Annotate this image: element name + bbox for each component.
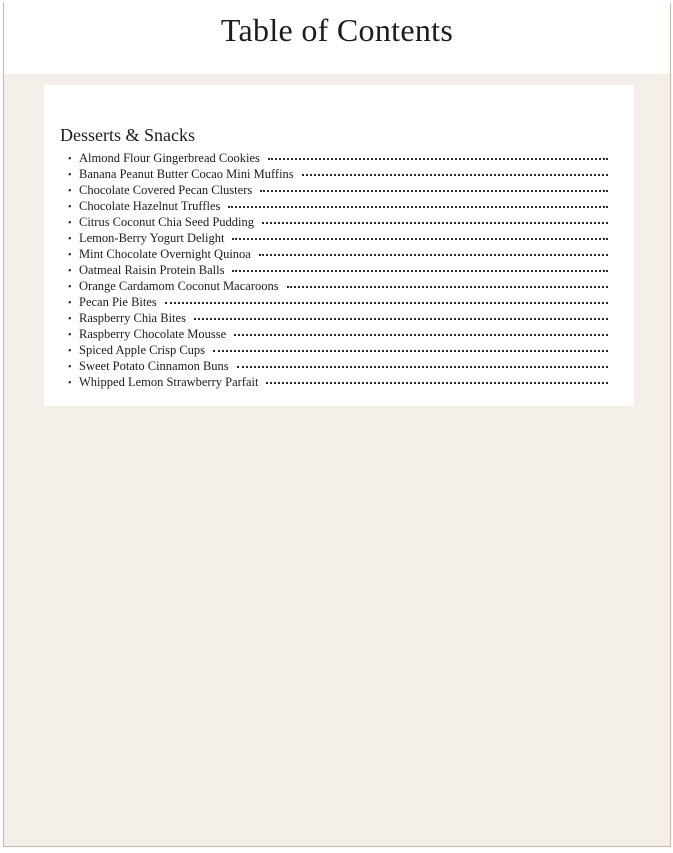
toc-item[interactable] (60, 167, 608, 183)
toc-item-label[interactable]: Almond Flour Gingerbread Cookies (79, 151, 260, 165)
dot-leader (260, 190, 608, 192)
toc-item-label[interactable]: Chocolate Covered Pecan Clusters (79, 183, 253, 197)
dot-leader (232, 238, 608, 240)
toc-item[interactable] (60, 247, 608, 263)
toc-item-label[interactable]: Raspberry Chocolate Mousse (79, 327, 227, 341)
dot-leader (194, 318, 608, 320)
toc-item[interactable] (60, 151, 608, 167)
toc-item-label[interactable]: Lemon-Berry Yogurt Delight (79, 231, 225, 245)
dot-leader (237, 366, 608, 368)
dot-leader (259, 254, 608, 256)
dot-leader (228, 206, 608, 208)
section-title: Desserts & Snacks (60, 125, 195, 145)
toc-item-label[interactable]: Banana Peanut Butter Cocao Mini Muffins (79, 167, 294, 181)
bullet-icon: • (68, 218, 72, 229)
bullet-icon: • (68, 186, 72, 197)
toc-item[interactable] (60, 343, 608, 359)
toc-item[interactable] (60, 231, 608, 247)
bullet-icon: • (68, 314, 72, 325)
toc-item-label[interactable]: Spiced Apple Crisp Cups (79, 343, 206, 357)
bullet-icon: • (68, 330, 72, 341)
bullet-icon: • (68, 282, 72, 293)
dot-leader (232, 270, 608, 272)
toc-item[interactable] (60, 279, 608, 295)
toc-item[interactable] (60, 359, 608, 375)
bullet-icon: • (68, 378, 72, 389)
bullet-icon: • (68, 202, 72, 213)
page-title: Table of Contents (220, 12, 454, 48)
toc-item-label[interactable]: Citrus Coconut Chia Seed Pudding (79, 215, 254, 229)
dot-leader (287, 286, 608, 288)
bullet-icon: • (68, 154, 72, 165)
bullet-icon: • (68, 170, 72, 181)
dot-leader (268, 158, 608, 160)
toc-item[interactable] (60, 215, 608, 231)
dot-leader (262, 222, 608, 224)
dot-leader (213, 350, 608, 352)
toc-item[interactable] (60, 199, 608, 215)
bullet-icon: • (68, 298, 72, 309)
toc-list (60, 151, 608, 391)
toc-item[interactable] (60, 295, 608, 311)
dot-leader (234, 334, 608, 336)
toc-item-label[interactable]: Sweet Potato Cinnamon Buns (79, 359, 229, 373)
bullet-icon: • (68, 346, 72, 357)
toc-item[interactable] (60, 375, 608, 391)
document-page (3, 3, 671, 847)
toc-item[interactable] (60, 311, 608, 327)
bullet-icon: • (68, 266, 72, 277)
toc-item[interactable] (60, 327, 608, 343)
dot-leader (266, 382, 608, 384)
toc-item-label[interactable]: Pecan Pie Bites (79, 295, 157, 309)
toc-item-label[interactable]: Oatmeal Raisin Protein Balls (79, 263, 225, 277)
bullet-icon: • (68, 362, 72, 373)
toc-item-label[interactable]: Orange Cardamom Coconut Macaroons (79, 279, 279, 293)
toc-item[interactable] (60, 263, 608, 279)
bullet-icon: • (68, 234, 72, 245)
dot-leader (302, 174, 608, 176)
toc-item-label[interactable]: Whipped Lemon Strawberry Parfait (79, 375, 259, 389)
dot-leader (165, 302, 608, 304)
toc-item-label[interactable]: Raspberry Chia Bites (79, 311, 186, 325)
toc-card (44, 85, 634, 406)
toc-item-label[interactable]: Chocolate Hazelnut Truffles (79, 199, 221, 213)
title-bar (4, 3, 670, 74)
toc-item[interactable] (60, 183, 608, 199)
bullet-icon: • (68, 250, 72, 261)
toc-item-label[interactable]: Mint Chocolate Overnight Quinoa (79, 247, 251, 261)
